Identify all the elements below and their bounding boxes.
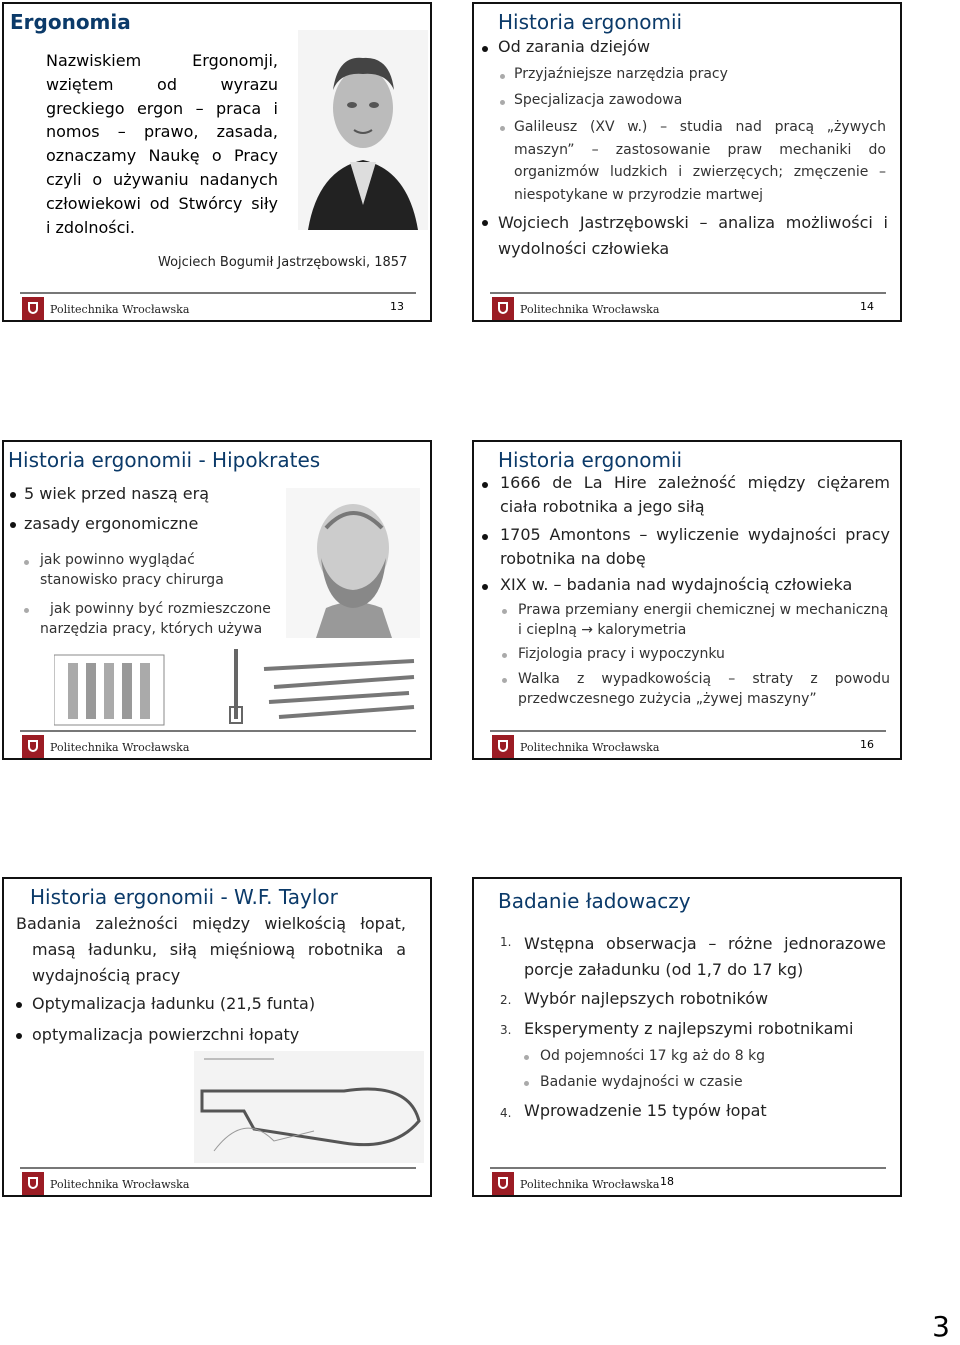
slide-number: 16 [860,738,874,751]
slide-number: 18 [660,1175,674,1188]
university-logo: Politechnika Wrocławska [22,735,189,759]
footer-line [490,730,886,732]
portrait-image [298,30,428,230]
bullet-icon [10,522,16,528]
bullet-icon [482,534,488,540]
slide-number: 13 [390,300,404,313]
slide-taylor: Historia ergonomii - W.F. Taylor Badania zależności między wielkością łopat, masą ładunku, siłą mięśniową robotnika a wydajnością pracy Optymalizacja ładunku (21,5 funta) optymalizacja powierzchni łopaty Politechnika Wrocławska [2,877,432,1197]
shovel-diagram-image [194,1051,424,1163]
slide-title: Historia ergonomii - Hipokrates [8,448,321,472]
bullet-icon [502,609,507,614]
slide-title: Historia ergonomii [498,10,683,34]
surgical-tools-image [54,647,432,727]
bullet-icon [482,46,488,52]
shield-icon [492,1172,514,1196]
slide-ergonomia [2,2,432,322]
slide-title: Ergonomia [10,10,131,34]
shield-icon [22,735,44,759]
hippocrates-bust-image [286,488,420,638]
bullet-icon [24,560,29,565]
slide-title: Badanie ładowaczy [498,889,691,913]
footer-line [20,1167,416,1169]
portrait-caption: Wojciech Bogumił Jastrzębowski, 1857 [158,255,408,270]
bullet-icon [502,653,507,658]
bullet-icon [16,1002,22,1008]
shield-icon [492,297,514,321]
slide-title: Historia ergonomii [498,448,683,472]
bullet-icon [482,482,488,488]
bullet-icon [500,126,505,131]
shield-icon [492,735,514,759]
footer-line [490,1167,886,1169]
slide-historia-2: Historia ergonomii 1666 de La Hire zależność między ciężarem ciała robotnika a jego siłą 1705 Amontons – wyliczenie wydajności pracy robotnika na dobę XIX w. – badania nad wydajnością człowieka Prawa przemiany energii chemicznej w mechaniczną i cieplną → kalorymetria Fizjologia pracy i wypoczynku Walka z wypadkowością – straty z powodu przedwczesnego zużycia „żywej maszyny” Politechnika Wrocławska 16 [472,440,902,760]
university-logo: Politechnika Wrocławska [22,1172,189,1196]
university-logo: Politechnika Wrocławska [492,735,659,759]
slide-historia-1: Historia ergonomii Od zarania dziejów Przyjaźniejsze narzędzia pracy Specjalizacja zawodowa Galileusz (XV w.) – studia nad pracą „żywych maszyn” – zastosowanie praw mechaniki do organizmów ludzkich i zwierzęcych; zmęczenie – niespotykane w przyrodzie martwej Wojciech Jastrzębowski – analiza możliwości i wydolności człowieka Politechnika Wrocławska 14 [472,2,902,322]
shield-icon [22,297,44,321]
bullet-icon [500,74,505,79]
page-number: 3 [932,1310,950,1343]
bullet-icon [482,584,488,590]
shield-icon [22,1172,44,1196]
bullet-icon [524,1055,529,1060]
slide-hipokrates: Historia ergonomii - Hipokrates 5 wiek przed naszą erą zasady ergonomiczne jak powinno wyglądać stanowisko pracy chirurga jak powinny być rozmieszczone narzędzia pracy, których używa Politechnika Wrocławska [2,440,432,760]
university-logo: Politechnika Wrocławska [492,1172,659,1196]
intro-text: Nazwiskiem Ergonomji, wziętem od wyrazu greckiego ergon – praca i nomos – prawo, zasada, oznaczamy Naukę o Pracy czyli o używaniu nadanych człowiekowi od Stwórcy siły i zdolności. [46,51,278,237]
bullet-icon [10,492,16,498]
university-logo: Politechnika Wrocławska [22,297,189,321]
slide-badanie: Badanie ładowaczy 1. Wstępna obserwacja – różne jednorazowe porcje załadunku (od 1,7 do 17 kg) 2. Wybór najlepszych robotników 3. Eksperymenty z najlepszymi robotnikami Od pojemności 17 kg aż do 8 kg Badanie wydajności w czasie 4. Wprowadzenie 15 typów łopat Politechnika Wrocławska 18 [472,877,902,1197]
footer-line [20,292,416,294]
galileusz-text: Galileusz (XV w.) – studia nad pracą „żywych maszyn” – zastosowanie praw mechaniki do organizmów ludzkich i zwierzęcych; zmęczenie – niespotykane w przyrodzie martwej [514,119,886,203]
university-logo: Politechnika Wrocławska [492,297,659,321]
bullet-icon [24,608,29,613]
jastrzebowski-text: Wojciech Jastrzębowski – analiza możliwości i wydolności człowieka [498,213,888,258]
bullet-icon [482,220,488,226]
bullet-icon [16,1033,22,1039]
slide-title: Historia ergonomii - W.F. Taylor [30,885,338,909]
bullet-icon [500,100,505,105]
footer-line [490,292,886,294]
bullet-icon [524,1081,529,1086]
slide-number: 14 [860,300,874,313]
footer-line [20,730,416,732]
bullet-icon [502,678,507,683]
